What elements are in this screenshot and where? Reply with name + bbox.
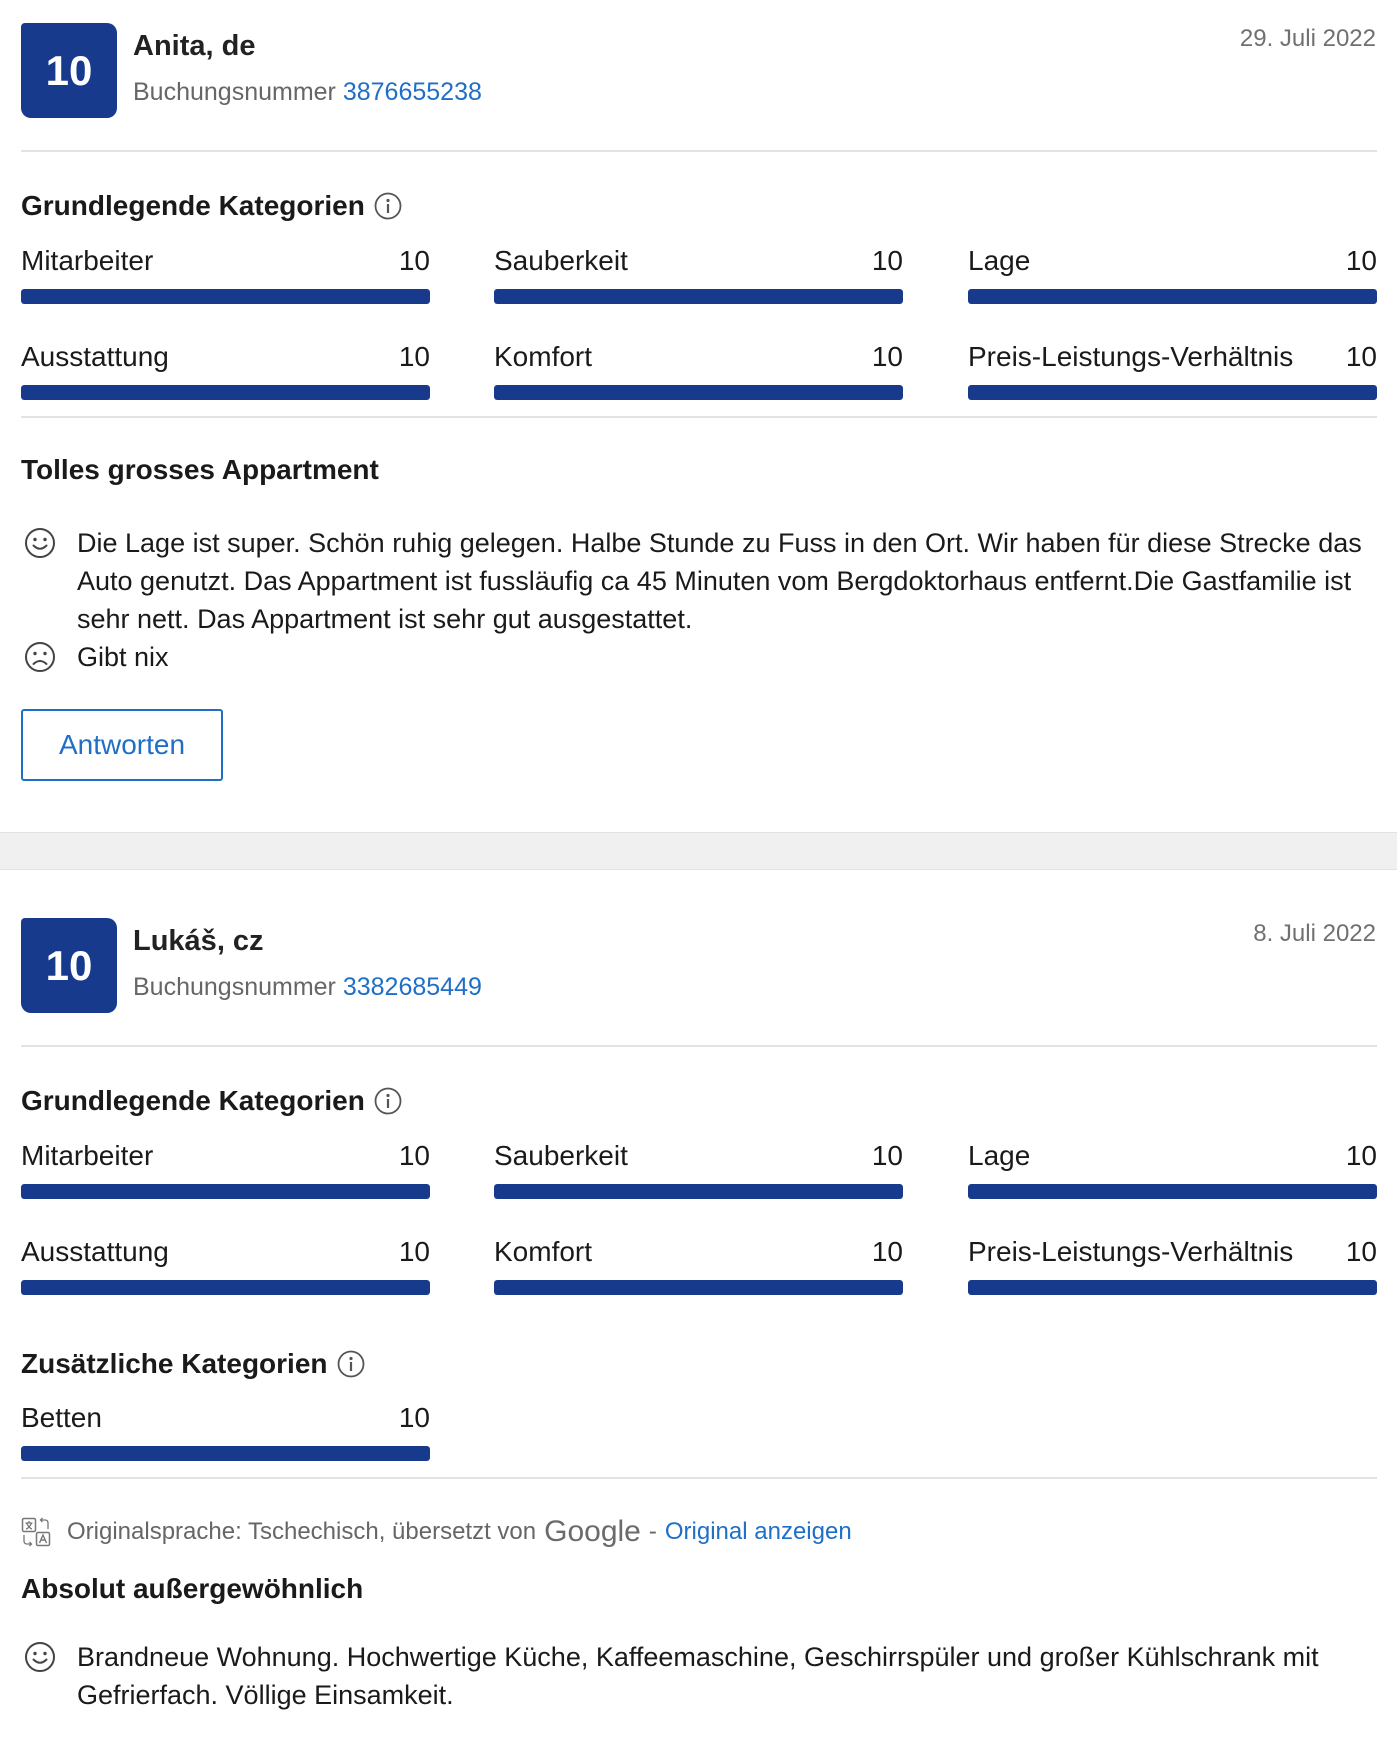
category-label: Sauberkeit [494,245,628,276]
category-value: 10 [871,1140,903,1171]
category-bar-fill [968,385,1377,400]
category-bar [968,385,1377,400]
translation-separator: - [648,1518,657,1545]
category-bar [494,1184,903,1199]
booking-label: Buchungsnummer [133,973,336,1001]
category-label: Betten [21,1402,102,1433]
info-icon[interactable] [374,1087,402,1115]
category-bar-fill [21,1446,430,1461]
category-bar-fill [968,289,1377,304]
category-label: Komfort [494,341,593,372]
show-original-link[interactable]: Original anzeigen [664,1518,852,1545]
category-label: Mitarbeiter [21,245,154,276]
category-bar [21,289,430,304]
category-bar-fill [21,1280,430,1295]
reply-button[interactable]: Antworten [21,709,223,781]
divider [21,416,1377,418]
review-separator [0,832,1397,870]
category-value: 10 [398,1140,430,1171]
category-bar [21,1184,430,1199]
category-value: 10 [871,245,903,276]
category-label: Preis-Leistungs-Verhältnis [968,341,1294,372]
category-bar [21,1280,430,1295]
reviewer-name: Anita, de [133,30,256,62]
divider [21,1477,1377,1479]
category-value: 10 [398,245,430,276]
category-bar-fill [21,1184,430,1199]
review-title: Tolles grosses Appartment [21,454,379,485]
google-logo: Google [544,1515,641,1548]
basic-categories-label: Grundlegende Kategorien [21,1085,365,1116]
sad-face-icon [24,641,56,673]
category-value: 10 [1345,245,1377,276]
category-value: 10 [1345,1140,1377,1171]
extra-categories-title [21,1348,365,1380]
score-badge: 10 [21,918,117,1013]
booking-info [133,78,482,107]
category-bar-fill [968,1184,1377,1199]
basic-categories-title [21,190,402,222]
category-label: Komfort [494,1236,593,1267]
booking-info [133,973,482,1002]
translation-notice [21,1515,852,1549]
category-value: 10 [398,341,430,372]
category-bar-fill [494,1280,903,1295]
smiley-icon [24,1641,56,1673]
category-bar-fill [21,289,430,304]
category-bar [494,289,903,304]
translation-text: Originalsprache: Tschechisch, übersetzt von [67,1518,537,1545]
smiley-icon [24,527,56,559]
category-label: Preis-Leistungs-Verhältnis [968,1236,1294,1267]
category-bar [21,1446,430,1461]
category-bar-fill [494,385,903,400]
positive-text: Brandneue Wohnung. Hochwertige Küche, Kaffeemaschine, Geschirrspüler und großer Kühlschrank mit Gefrierfach. Völlige Einsamkeit. [77,1642,1319,1710]
reviewer-name: Lukáš, cz [133,925,264,957]
negative-text: Gibt nix [77,642,169,672]
category-label: Ausstattung [21,1236,169,1267]
category-bar-fill [494,289,903,304]
review-title: Absolut außergewöhnlich [21,1573,364,1604]
booking-number-link[interactable]: 3382685449 [342,973,482,1001]
review-date: 29. Juli 2022 [1239,25,1376,52]
category-bar [21,385,430,400]
category-value: 10 [871,1236,903,1267]
category-label: Ausstattung [21,341,169,372]
category-bar-fill [494,1184,903,1199]
category-label: Lage [968,245,1031,276]
category-value: 10 [398,1236,430,1267]
info-icon[interactable] [337,1350,365,1378]
category-label: Lage [968,1140,1031,1171]
category-label: Mitarbeiter [21,1140,154,1171]
category-label: Sauberkeit [494,1140,628,1171]
category-bar [494,385,903,400]
translate-icon [21,1517,51,1547]
category-value: 10 [871,341,903,372]
category-bar-fill [21,385,430,400]
booking-number-link[interactable]: 3876655238 [342,78,482,106]
basic-categories-label: Grundlegende Kategorien [21,190,365,221]
category-value: 10 [1345,1236,1377,1267]
category-bar [494,1280,903,1295]
info-icon[interactable] [374,192,402,220]
category-bar [968,1184,1377,1199]
divider [21,1045,1377,1047]
positive-text: Die Lage ist super. Schön ruhig gelegen. Halbe Stunde zu Fuss in den Ort. Wir haben für diese Strecke das Auto genutzt. Das Appartment ist fussläufig ca 45 Minuten vom Bergdoktorhaus entfernt.Die Gastfamilie ist sehr nett. Das Appartment ist sehr gut ausgestattet. [77,528,1362,634]
category-bar [968,1280,1377,1295]
category-bar-fill [968,1280,1377,1295]
category-value: 10 [1345,341,1377,372]
booking-label: Buchungsnummer [133,78,336,106]
category-value: 10 [398,1402,430,1433]
extra-categories-label: Zusätzliche Kategorien [21,1348,328,1379]
basic-categories-title [21,1085,402,1117]
score-badge: 10 [21,23,117,118]
category-bar [968,289,1377,304]
divider [21,150,1377,152]
review-date: 8. Juli 2022 [1253,920,1376,947]
